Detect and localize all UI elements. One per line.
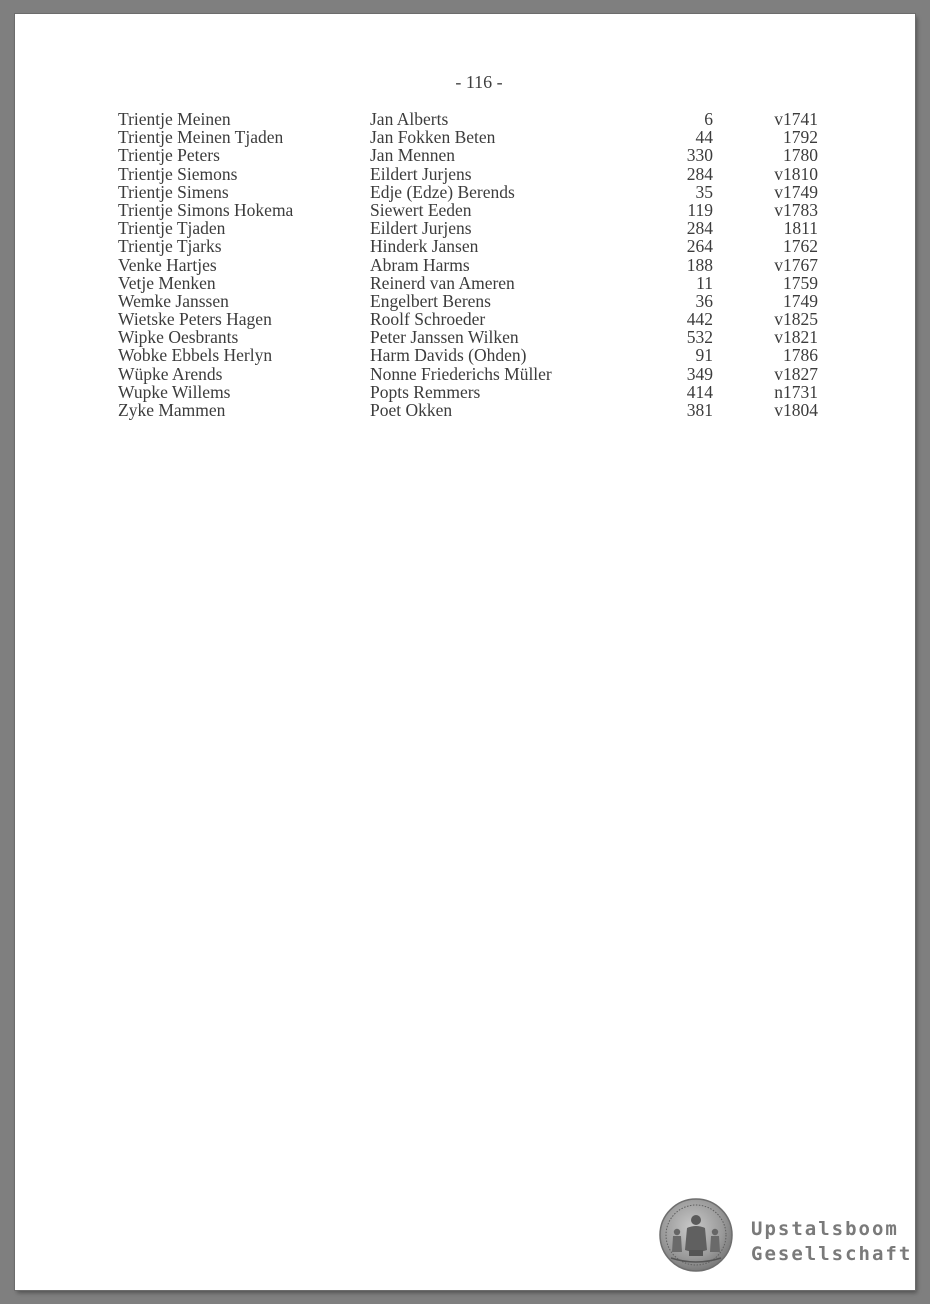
entry-row	[118, 365, 818, 383]
entry-page-ref: 44	[695, 127, 713, 148]
entry-year: v1767	[774, 254, 818, 275]
entry-name: Trientje Peters	[118, 145, 220, 166]
entry-spouse: Jan Mennen	[370, 145, 456, 166]
entry-year: 1811	[783, 218, 818, 239]
entry-name: Wietske Peters Hagen	[118, 309, 272, 330]
entry-spouse: Reinerd van Ameren	[370, 272, 515, 293]
entry-row	[118, 383, 818, 401]
entry-page-ref: 330	[686, 145, 713, 166]
entry-page-ref: 532	[686, 327, 713, 348]
entry-row	[118, 346, 818, 364]
entry-spouse: Jan Alberts	[370, 109, 449, 129]
entry-page-ref: 414	[686, 381, 713, 402]
entry-year: 1749	[783, 290, 818, 311]
entry-spouse: Edje (Edze) Berends	[370, 181, 515, 202]
entry-name: Venke Hartjes	[118, 254, 217, 275]
entry-row	[118, 110, 818, 128]
entry-page-ref: 11	[696, 272, 713, 293]
entry-spouse: Nonne Friederichs Müller	[370, 363, 552, 384]
entry-spouse: Eildert Jurjens	[370, 163, 472, 184]
entry-year: v1783	[774, 199, 818, 220]
entry-name: Trientje Tjaden	[118, 218, 226, 239]
entry-year: 1786	[783, 345, 818, 366]
entry-row	[118, 165, 818, 183]
entry-name: Trientje Meinen	[118, 109, 231, 129]
entry-row	[118, 183, 818, 201]
entry-year: v1825	[774, 309, 818, 330]
entry-name: Trientje Simons Hokema	[118, 199, 294, 220]
entry-year: v1749	[774, 181, 818, 202]
entry-spouse: Eildert Jurjens	[370, 218, 472, 239]
entry-spouse: Engelbert Berens	[370, 290, 491, 311]
entry-page-ref: 188	[686, 254, 713, 275]
entry-page-ref: 91	[695, 345, 713, 366]
entry-name: Trientje Tjarks	[118, 236, 222, 257]
entry-name: Wobke Ebbels Herlyn	[118, 345, 273, 366]
entry-spouse: Roolf Schroeder	[370, 309, 486, 330]
entry-spouse: Popts Remmers	[370, 381, 481, 402]
entry-page-ref: 284	[686, 218, 713, 239]
society-logo	[659, 1198, 913, 1278]
entry-year: n1731	[774, 381, 818, 402]
entry-year: 1762	[783, 236, 818, 257]
entry-year: v1821	[774, 327, 818, 348]
entry-year: v1804	[774, 400, 818, 420]
entry-year: v1827	[774, 363, 818, 384]
entry-name: Wipke Oesbrants	[118, 327, 239, 348]
entry-page-ref: 36	[695, 290, 713, 311]
entry-row	[118, 256, 818, 274]
logo-title-line1: Upstalsboom	[751, 1218, 899, 1240]
entry-spouse: Siewert Eeden	[370, 199, 472, 220]
entry-year: v1741	[774, 109, 818, 129]
entry-spouse: Jan Fokken Beten	[370, 127, 496, 148]
entry-name: Trientje Siemons	[118, 163, 238, 184]
logo-title-line2: Gesellschaft	[751, 1243, 913, 1265]
entry-row	[118, 237, 818, 255]
entry-spouse: Hinderk Jansen	[370, 236, 479, 257]
entry-name: Wemke Janssen	[118, 290, 229, 311]
entry-page-ref: 381	[686, 400, 713, 420]
entry-row	[118, 219, 818, 237]
entry-page-ref: 349	[686, 363, 713, 384]
entry-page-ref: 264	[686, 236, 713, 257]
entry-spouse: Peter Janssen Wilken	[370, 327, 519, 348]
entry-name: Trientje Meinen Tjaden	[118, 127, 284, 148]
entry-row	[118, 146, 818, 164]
entry-page-ref: 35	[695, 181, 713, 202]
entry-name: Zyke Mammen	[118, 400, 226, 420]
entry-name: Wüpke Arends	[118, 363, 223, 384]
entry-row	[118, 292, 818, 310]
entry-year: v1810	[774, 163, 818, 184]
entry-spouse: Poet Okken	[370, 400, 453, 420]
entry-page-ref: 6	[704, 109, 713, 129]
document-page	[15, 14, 915, 1290]
entry-name: Wupke Willems	[118, 381, 231, 402]
entry-spouse: Harm Davids (Ohden)	[370, 345, 527, 366]
page-number: - 116 -	[455, 72, 503, 92]
entry-page-ref: 119	[687, 199, 713, 220]
entry-page-ref: 442	[686, 309, 713, 330]
entry-name: Trientje Simens	[118, 181, 229, 202]
entry-year: 1780	[783, 145, 818, 166]
seal-emblem-icon	[659, 1198, 733, 1272]
entry-row	[118, 328, 818, 346]
entry-year: 1759	[783, 272, 818, 293]
entry-row	[118, 401, 818, 419]
entry-row	[118, 274, 818, 292]
entry-row	[118, 201, 818, 219]
entry-row	[118, 128, 818, 146]
entry-name: Vetje Menken	[118, 272, 216, 293]
entry-page-ref: 284	[686, 163, 713, 184]
entry-row	[118, 310, 818, 328]
entry-list	[118, 110, 818, 419]
entry-spouse: Abram Harms	[370, 254, 470, 275]
entry-year: 1792	[783, 127, 818, 148]
